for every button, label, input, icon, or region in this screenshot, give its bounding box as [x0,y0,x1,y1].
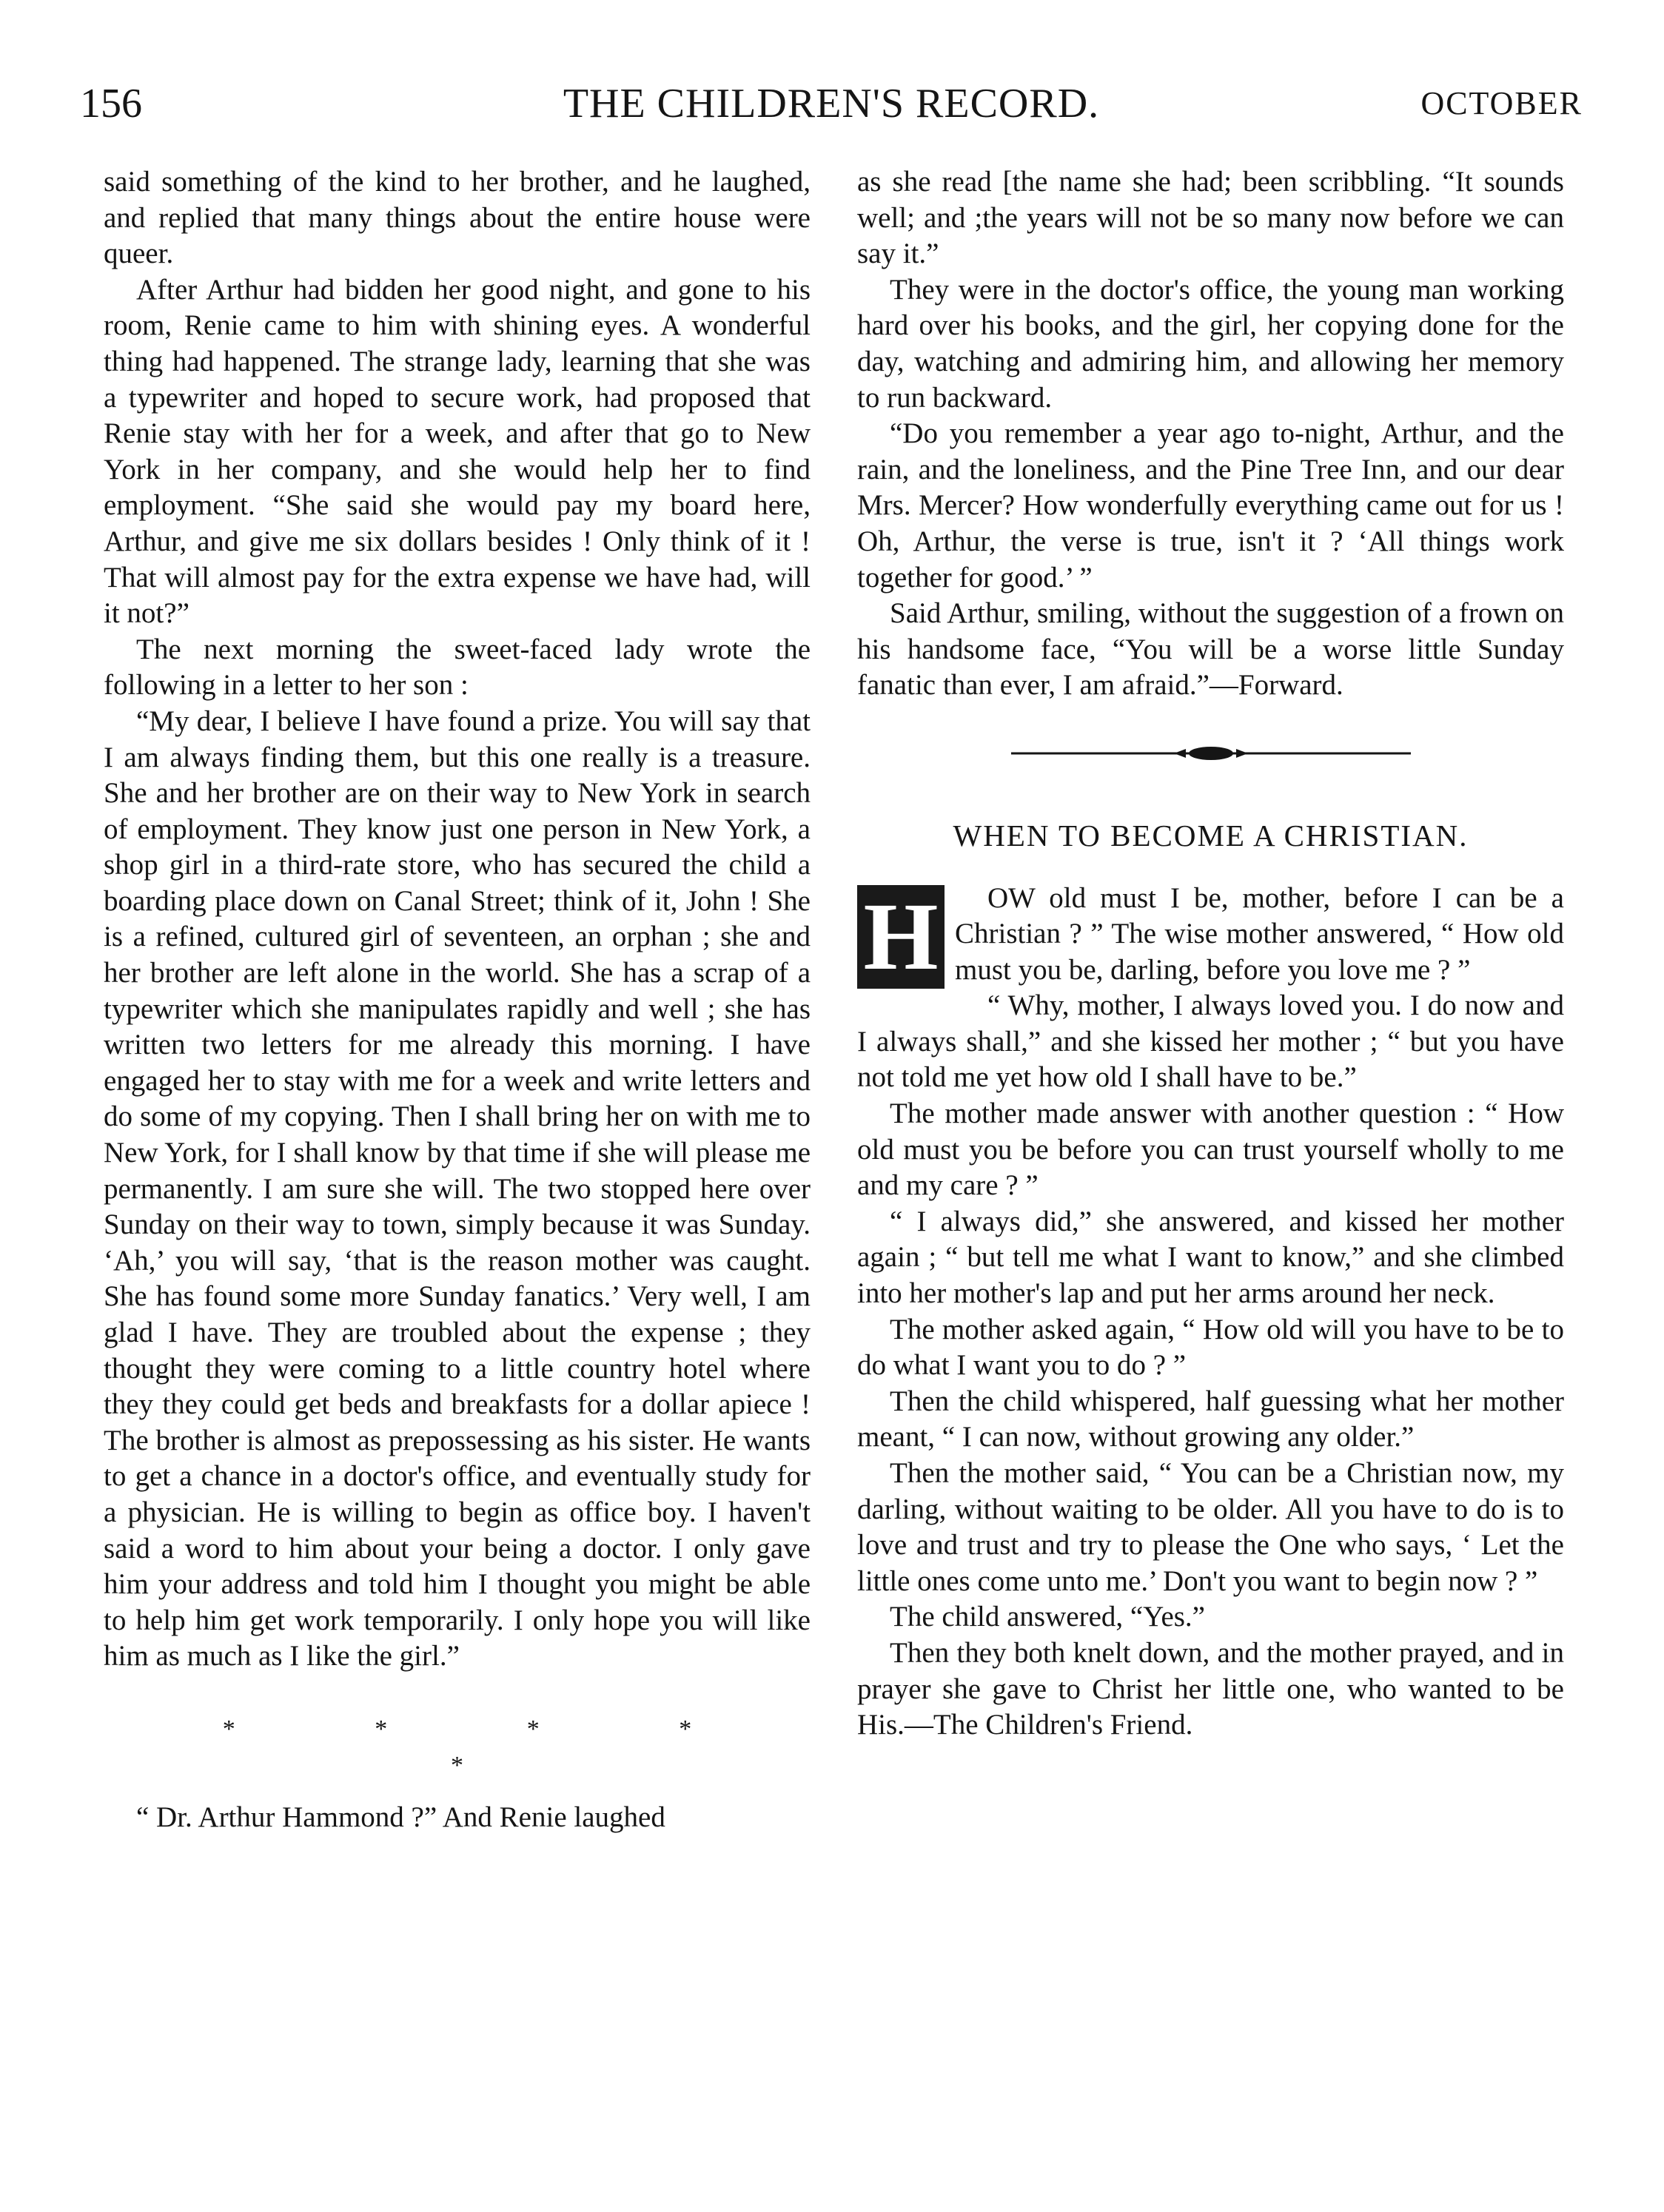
paragraph: OW old must I be, mother, before I can be a Christian ? ” The wise mother answered, “ How old must you be, darling, before you love me ? ” [955,881,1564,986]
right-column [857,164,1564,1744]
paragraph: “ Why, mother, I always loved you. I do now and I always shall,” and she kissed her mother ; “ but you have not told me yet how old I shall have to be.” [857,989,1564,1094]
paragraph: “ Dr. Arthur Hammond ?” And Renie laughed [136,1801,665,1834]
paragraph: “Do you remember a year ago to-night, Arthur, and the rain, and the loneliness, and the Pine Tree Inn, and our dear Mrs. Mercer? How wonderfully everything came out for us ! Oh, Arthur, the verse is true, isn't it ? ‘All things work together for good.’ ” [857,417,1564,594]
publication-title: THE CHILDREN'S RECORD. [563,81,1100,127]
page-number: 156 [80,81,142,127]
paragraph: They were in the doctor's office, the young man working hard over his books, and the girl, her copying done for the day, watching and admiring him, and allowing her memory to run backward. [857,273,1564,414]
article-body [857,881,1564,1744]
paragraph: Then the child whispered, half guessing what her mother meant, “ I can now, without growing any older.” [857,1385,1564,1453]
paragraph: Then they both knelt down, and the mother prayed, and in prayer she gave to Christ her little one, who wanted to be His.—The Children's Friend. [857,1636,1564,1741]
paragraph: The child answered, “Yes.” [890,1601,1205,1633]
paragraph: After Arthur had bidden her good night, and gone to his room, Renie came to him with shining eyes. A wonderful thing had happened. The strange lady, learning that she was a typewriter and hoped to secure work, had proposed that Renie stay with her for a week, and after that go to New York in her company, and she would help her to find employment. “She said she would pay my board here, Arthur, and give me six dollars besides ! Only think of it ! That will almost pay for the extra expense we have had, will it not?” [104,273,811,630]
issue-month: OCTOBER [1420,85,1583,121]
section-title: WHEN TO BECOME A CHRISTIAN. [953,818,1469,853]
paragraph: The mother made answer with another question : “ How old must you be before you can trust yourself wholly to me and my care ? ” [857,1097,1564,1202]
left-column [104,164,811,1836]
page-header [80,80,1583,132]
paragraph: Said Arthur, smiling, without the suggestion of a frown on his handsome face, “You will be a worse little Sunday fanatic than ever, I am afraid.”—Forward. [857,597,1564,702]
paragraph: The mother asked again, “ How old will you have to be to do what I want you to do ? ” [857,1313,1564,1382]
paragraph: said something of the kind to her brother, and he laughed, and replied that many things about the entire house were queer. [104,166,811,270]
paragraph: “My dear, I believe I have found a prize. You will say that I am always finding them, but this one really is a treasure. She and her brother are on their way to New York in search of employment. They know just one person in New York, a shop girl in a third-rate store, who has secured the child a boarding place down on Canal Street; think of it, John ! She is a refined, cultured girl of seventeen, an orphan ; she and her brother are left alone in the world. She has a scrap of a typewriter which she manipulates rapidly and well ; she has written two letters for me already this morning. I have engaged her to stay with me for a week and write letters and do some of my copying. Then I shall bring her on with me to New York, for I shall know by that time if she will please me permanently. I am sure she will. The two stopped here over Sunday on their way to town, simply because it was Sunday. ‘Ah,’ you will say, ‘that is the reason mother was caught. She has found some more Sunday fanatics.’ Very well, I am glad I have. They are troubled about the expense ; they thought they were coming to a little country hotel where they they could get beds and breakfasts for a dollar apiece ! The brother is almost as prepossessing as his sister. He wants to get a chance in a doctor's office, and eventually study for a physician. He is willing to begin as office boy. I haven't said a word to him about your being a doctor. I only gave him your address and told him I thought you might be able to help him get work temporarily. I only hope you will like him as much as I like the girl.” [104,705,811,1673]
ornament-divider [1011,742,1411,764]
paragraph: Then the mother said, “ You can be a Christian now, my darling, without waiting to be older. All you have to do is to love and trust and try to please the One who says, ‘ Let the little ones come unto me.’ Don't you want to begin now ? ” [857,1457,1564,1597]
paragraph: as she read [the name she had; been scribbling. “It sounds well; and ;the years will not be so many now before we can say it.” [857,166,1564,270]
paragraph: “ I always did,” she answered, and kissed her mother again ; “ but tell me what I want to know,” and she climbed into her mother's lap and put her arms around her neck. [857,1205,1564,1310]
paragraph: The next morning the sweet-faced lady wrote the following in a letter to her son : [104,633,811,702]
section-break-stars: * * * * * [222,1715,759,1779]
drop-cap: H [857,885,945,989]
